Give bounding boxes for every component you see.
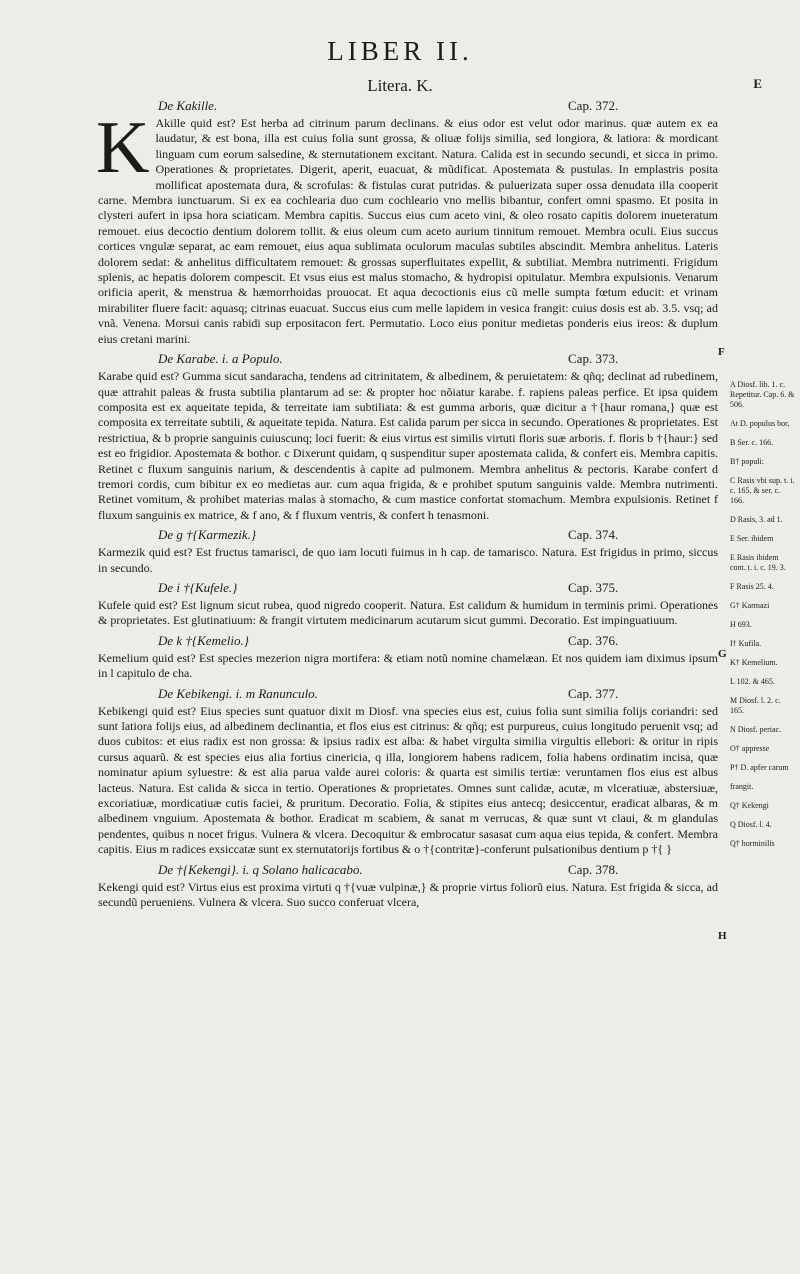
chapter-title: De i †{Kufele.} xyxy=(158,579,238,595)
chapter-paragraph xyxy=(98,704,718,858)
chapter-text: Kekengi quid est? Virtus eius est proxima virtuti q †{vuæ vulpinæ,} & proprie virtus foliorũ eius. Natura. Est frigida & sicca, ad secundũ perueniens. Vulnera & vlcera. Suo succo conferuat vlcera, xyxy=(98,879,718,910)
margin-note: E Ser. ibidem xyxy=(730,534,774,543)
chapter-title: De Karabe. i. a Populo. xyxy=(158,351,283,367)
chapter-paragraph xyxy=(98,651,718,682)
chapter-number: Cap. 375. xyxy=(568,579,619,595)
running-title: LIBER II. xyxy=(327,36,473,66)
chapter-title: De k †{Kemelio.} xyxy=(158,632,249,648)
chapter-number: Cap. 372. xyxy=(568,98,619,113)
chapter-heading xyxy=(98,860,718,880)
chapter-heading xyxy=(98,96,718,116)
chapter-number: Cap. 378. xyxy=(568,861,619,877)
margin-note: G† Karmazi xyxy=(730,601,770,610)
chapter-text: Karabe quid est? Gumma sicut sandaracha, tendens ad citrinitatem, & albedinem, & peruietatem: & qñq; declinat ad rubedinem, quæ attrahit paleas & frusta subtilia plantarum ad se: & propter hoc nõiatur karabe. f. rapiens paleas perfice. Et ipsa quidem composita est ex aqueitate tepida, & terreitate iam subtiliata: & est gumma arboris, quæ dicitur a †{haur romana,} quæ est composita ex terreitate subtili, & aqueitate tepida. Natura. Est calida parum per sicca in secundo. Operationes & proprietates. Est restrictiua, & b proprie sanguinis cuiuscunq; loci fuerit: & eius virtus est similis virtuti floris suæ arboris. f. floris b †{haur:} sed est eo frigidior. Apostemata & bothor. c Dixerunt quidam, q suspenditur super apostemata calida, & confert eis. Membra capitis. Retinet c fluxum sanguinis narium, & descendentis à capite ad pulmonem. Membra anhelitus & pectoris. Karabe confert d tremori cordis, cum bibitur ex eo medietas aur. cum aqua frigida, & e prohibet sputum sanguinis valde. Membra nutrimenti. Retinet vomitum, & prohibet materias malas à stomacho, & cum mastice confortat stomachum. Membra expulsionis. Retinet f fluxum sanguinis ex matrice, & f ano, & f fluxum ventris, & confert h tenasmoni. xyxy=(98,369,718,522)
section-label: Litera. K. xyxy=(367,76,433,95)
chapter-heading xyxy=(98,578,718,598)
line-letter: F xyxy=(718,346,725,358)
chapter-paragraph xyxy=(98,369,718,523)
chapter-heading xyxy=(98,684,718,704)
chapter-number: Cap. 374. xyxy=(568,527,619,543)
margin-note: F Rasis 25. 4. xyxy=(730,582,774,591)
chapter-heading xyxy=(98,631,718,651)
margin-note: B† populi: xyxy=(730,457,765,466)
chapter-number: Cap. 377. xyxy=(568,685,619,701)
margin-note: A Diosf. lib. 1. c. Repetitur. Cap. 6. & 506. xyxy=(730,380,795,409)
signature-mark: E xyxy=(753,76,762,91)
chapter-text: Kebikengi quid est? Eius species sunt quatuor dixit m Diosf. vna species eius est, cuius folia sunt similia folijs coriandri: sed sunt latiora folijs eius, ad albedinem declinantia, et flos eius est citrinus: & qñq; est purpureus, cuius longitudo peruenit vsq; ad duos cubitos: et eius radix est non grossa: & ipsius radix est alba: & habet virgulta similia virgultis ellebori: & oritur in ripis cursus aquarũ. & est species eius alia fortius cinericia, q illa, longiorem habens radicem, folia habens ordinatim incisa, quæ nominatur apium syluestre: & est alia parua valde aurei coloris: & quarta est similis tertiæ: veruntamen flos eius est albus lacteus. Natura. Est calida & sicca in tertio. Operationes & proprietates. Omnes sunt calidæ, acutæ, m vlceratiuæ, abstersiuæ, excoriatiuæ, mordicatiuæ cutis faciei, & pruritum. Decoratio. Folia, & stipites eius antecq; desiccentur, eradicat albaras, & m albedinem vnguium. Apostemata & bothor. Eradicat m scabiem, & sanat m verrucas, & quæ sunt vt claui, & m glandulas pendentes, quibus n nocet frigus. Vulnera & vlcera. Decoquitur & embrocatur sasasat cum aqua eius tepida, & confert. Membra capitis. Eius m radices exsiccatæ sunt ex sternutatorijs fortibus & o †{contritæ}-conferunt pulsationibus dentium p †{ } xyxy=(98,703,718,857)
margin-note: Q† horminilis xyxy=(730,839,775,848)
line-letter: G xyxy=(718,648,727,660)
margin-note: M Diosf. l. 2. c. 165. xyxy=(730,696,781,715)
margin-note: N Diosf. periac. xyxy=(730,725,782,734)
margin-notes xyxy=(730,380,796,858)
drop-cap: K xyxy=(96,107,150,189)
chapter-text: Kemelium quid est? Est species mezerion nigra mortifera: & etiam notũ nomine chamelæan. Et nos quidem iam diximus ipsum in l capitulo de cha. xyxy=(98,650,718,681)
margin-note: frangit. xyxy=(730,782,754,791)
chapter-paragraph xyxy=(96,107,718,347)
chapter-text: Akille quid est? Est herba ad citrinum parum declinans. & eius odor est velut odor marinus. quæ autem ex ea laudatur, & est bona, illa est cuius folia sunt grossa, & oliuæ folijs similia, sed longiora, & latiora: & mordicant linguam cum eorum salsedine, & sternutationem excitant. Natura. Calida est in secundo secundi, et sicca in primo. Operationes & proprietates. Digerit, aperit, euacuat, & mũdificat. Apostemata & pustulas. In emplastris posita mollificat apostemata dura, & scrofulas: & fistulas curat putridas. & puluerizata super ossa denudata illa cooperit carne. Membra iunctuarum. Si ex ea cochlearia duo cum cochleario vno mellis bibantur, confert omni spasmo. Et posita in clysteri aufert in ipsa hora sciaticam. Membra capitis. Succus eius cum aceto vini, & oleo rosato capitis dolorem inueteratum remouet. eius decoctio dentium dolorem tollit. & eius oleum cum aceto aurium tinnitum remouet. Membra oculi. Eius succus cortices vngulæ separat, ac eam remouet, eius aqua sublimata oculorum maculas subtiles abscindit. Membra anhelitus. Lateris dolorem sedat: & anhelitus difficultatem remouet: & grossas superfluitates expellit, & subtiliat. Membra nutrimenti. Frigidum splenis, ac hepatis dolorem compescit. Et vsus eius est malus stomacho, & hydropisi opitulatur. Membra expulsionis. Venarum orificia aperit, & menstrua & hæmorrhoidas prouocat. Et aqua decoctionis eius cũ melle sumpta fœtum educit: et vrinam mirabiliter fluere facit: aquasq; citrinas euacuat. Succus eius cum melle lapidem in vesica frangit: cuius dosis est ab. 3.5. vsq; ad vnã. Venena. Morsui canis rabidi sup erpositacon fert. Permutatio. Loco eius ponitur medietas ponderis eius ireos: & duplum eius cretani marini. xyxy=(98,116,718,346)
margin-note: At D. populus bor, xyxy=(730,419,790,428)
chapter-title: De †{Kekengi}. i. q Solano halicacabo. xyxy=(158,861,363,877)
margin-note: O† appresse xyxy=(730,744,770,753)
margin-note: C Rasis vbi sup. t. i. c. 165. & ser. c. 166. xyxy=(730,476,795,505)
chapter-number: Cap. 373. xyxy=(568,351,619,367)
margin-note: D Rasis, 3. ad 1. xyxy=(730,515,783,524)
margin-note: Q Diosf. l. 4. xyxy=(730,820,772,829)
chapter-paragraph xyxy=(98,598,718,629)
chapter-heading xyxy=(98,349,718,369)
margin-note: I† Kufila. xyxy=(730,639,762,648)
main-text xyxy=(98,96,718,912)
chapter-paragraph xyxy=(98,880,718,911)
chapter-heading xyxy=(98,525,718,545)
chapter-text: Karmezik quid est? Est fructus tamarisci, de quo iam locuti fuimus in h cap. de tamarisco. Natura. Est frigidus in primo, siccus in secundo. xyxy=(98,545,718,575)
margin-note: B Ser. c. 166. xyxy=(730,438,774,447)
chapter-title: De g †{Karmezik.} xyxy=(158,527,257,543)
chapter-paragraph xyxy=(98,545,718,576)
margin-note: K† Kemelium. xyxy=(730,658,778,667)
line-letter: H xyxy=(718,930,727,942)
chapter-text: Kufele quid est? Est lignum sicut rubea, quod nigredo cooperit. Natura. Est calidum & humidum in terminis primi. Operationes & proprietates. Est glutinatiuum: & frangit virtutem medicinarum acutarum sicut gummi. Decoratio. Est impinguatiuum. xyxy=(98,597,718,628)
margin-note: Q† Kekengi xyxy=(730,801,769,810)
margin-note: L 102. & 465. xyxy=(730,677,775,686)
chapter-number: Cap. 376. xyxy=(568,632,619,648)
chapter-title: De Kakille. xyxy=(158,98,218,113)
chapter-title: De Kebikengi. i. m Ranunculo. xyxy=(158,685,318,701)
margin-note: P† D. apfer carum xyxy=(730,763,789,772)
margin-note: H 693. xyxy=(730,620,752,629)
margin-note: E Rasis ibidem cont. t. i. c. 19. 3. xyxy=(730,553,786,572)
